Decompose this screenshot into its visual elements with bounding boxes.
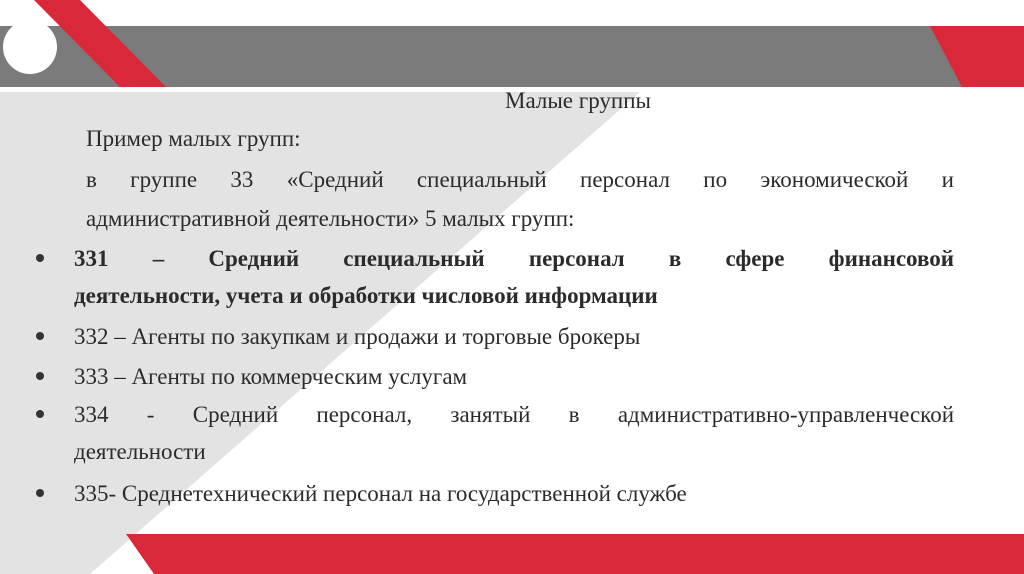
bullet-icon [36,372,44,380]
list-item-text: 332 – Агенты по закупкам и продажи и торговые брокеры [74,324,641,349]
list-item-text: деятельности, учета и обработки числовой информации [74,283,658,308]
list-item [74,396,954,470]
list-item-text: 333 – Агенты по коммерческим услугам [74,364,468,389]
intro-line-1 [86,124,954,154]
list-item [74,240,954,314]
list-item [74,475,954,512]
intro-line-2: в группе 33 «Средний специальный персонал по экономической и [86,167,954,192]
bullet-icon [36,410,44,418]
bullet-icon [36,254,44,262]
list-item [74,358,954,395]
intro-line-3: административной деятельности» 5 малых групп: [86,206,575,231]
slide-title: Малые группы [505,88,651,113]
list-item-text: 334 - Средний персонал, занятый в административно-управленческой [74,402,954,427]
list-item-text: 335- Среднетехнический персонал на государственной службе [74,481,687,506]
intro-text-1: Пример малых групп: [86,126,301,151]
list-item-text: 331 – Средний специальный персонал в сфере финансовой [74,246,954,271]
list-item [74,318,954,355]
bullet-icon [36,332,44,340]
list-item-text: деятельности [74,439,206,464]
bullet-icon [36,489,44,497]
